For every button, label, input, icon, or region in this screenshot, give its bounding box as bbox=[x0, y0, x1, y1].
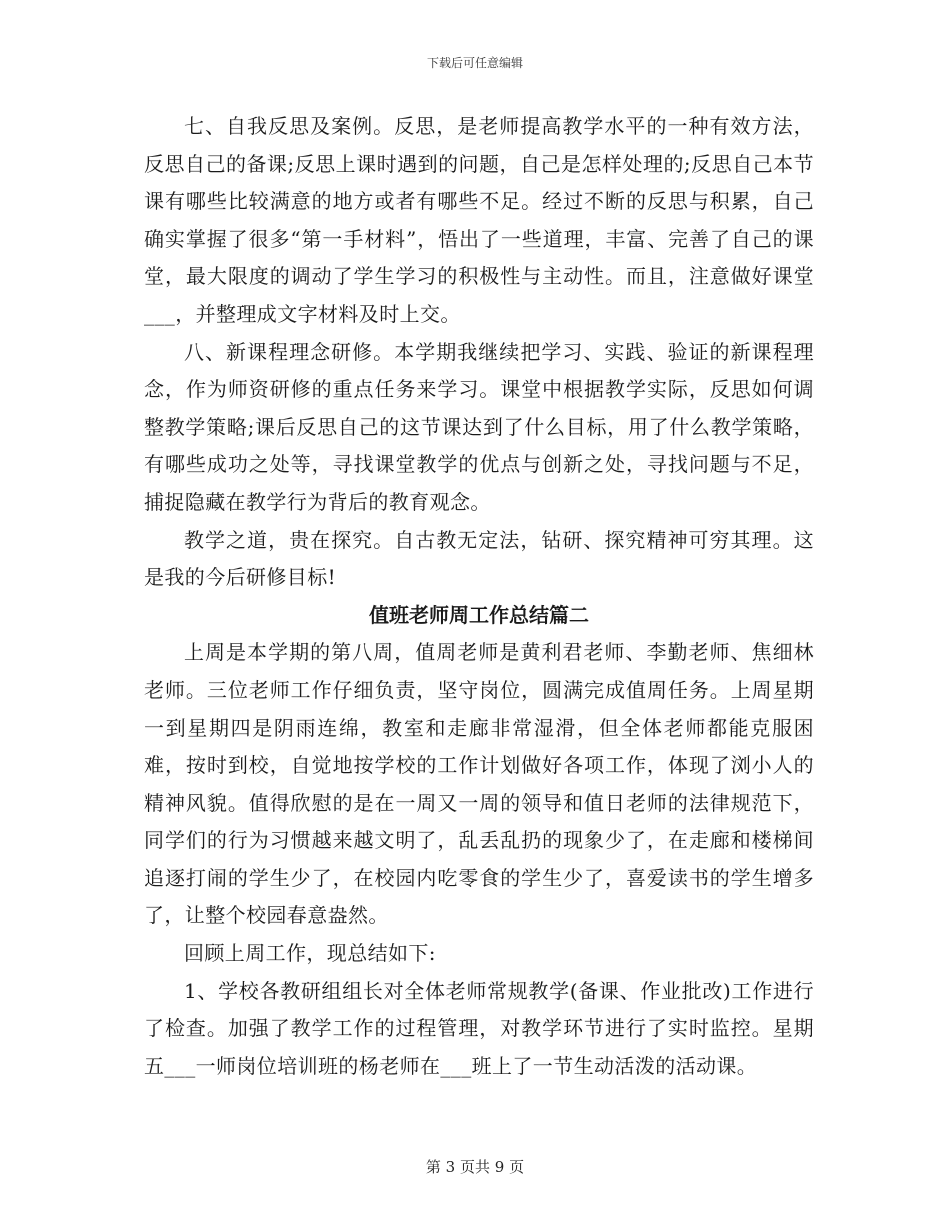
paragraph-week-summary: 上周是本学期的第八周，值周老师是黄利君老师、李勤老师、焦细林老师。三位老师工作仔细负责，坚守岗位，圆满完成值周任务。上周星期一到星期四是阴雨连绵，教室和走廊非常湿滑，但全体老师都能克服困难，按时到校，自觉地按学校的工作计划做好各项工作，体现了浏小人的精神风貌。值得欣慰的是在一周又一周的领导和值日老师的法律规范下，同学们的行为习惯越来越文明了，乱丢乱扔的现象少了，在走廊和楼梯间追逐打闹的学生少了，在校园内吃零食的学生少了，喜爱读书的学生增多了，让整个校园春意盎然。 bbox=[144, 640, 814, 928]
paragraph-review-intro: 回顾上周工作，现总结如下: bbox=[184, 941, 436, 966]
page-header-note: 下载后可任意编辑 bbox=[426, 56, 523, 70]
paragraph-teaching-way: 教学之道，贵在探究。自古教无定法，钻研、探究精神可穷其理。这是我的今后研修目标! bbox=[144, 527, 814, 590]
document-body bbox=[144, 108, 814, 1085]
section-title: 值班老师周工作总结篇二 bbox=[369, 602, 589, 627]
page-number: 第 3 页共 9 页 bbox=[425, 1158, 525, 1176]
paragraph-new-curriculum: 八、新课程理念研修。本学期我继续把学习、实践、验证的新课程理念，作为师资研修的重点任务来学习。课堂中根据教学实际，反思如何调整教学策略;课后反思自己的这节课达到了什么目标，用了什么教学策略，有哪些成功之处等，寻找课堂教学的优点与创新之处，寻找问题与不足，捕捉隐藏在教学行为背后的教育观念。 bbox=[144, 339, 814, 514]
paragraph-item-1: 1、学校各教研组组长对全体老师常规教学(备课、作业批改)工作进行了检查。加强了教学工作的过程管理，对教学环节进行了实时监控。星期五___一师岗位培训班的杨老师在___班上了一节生动活泼的活动课。 bbox=[144, 978, 814, 1078]
paragraph-self-reflection: 七、自我反思及案例。反思，是老师提高教学水平的一种有效方法，反思自己的备课;反思上课时遇到的问题，自己是怎样处理的;反思自己本节课有哪些比较满意的地方或者有哪些不足。经过不断的反思与积累，自己确实掌握了很多“第一手材料”，悟出了一些道理，丰富、完善了自己的课堂，最大限度的调动了学生学习的积极性与主动性。而且，注意做好课堂___，并整理成文字材料及时上交。 bbox=[144, 114, 814, 326]
